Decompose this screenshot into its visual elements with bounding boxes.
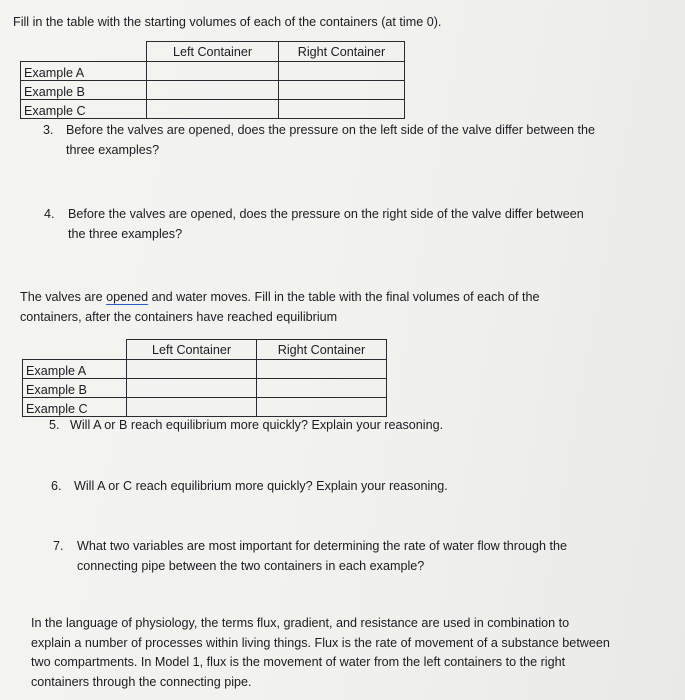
question-number: 3. [43, 123, 54, 137]
table1-row-label: Example A [21, 62, 147, 81]
question-number: 6. [51, 479, 62, 493]
question-7 [53, 536, 567, 576]
table2-header-right: Right Container [257, 340, 387, 360]
table2-cell-c-left[interactable] [127, 398, 257, 417]
paragraph-line: In the language of physiology, the terms flux, gradient, and resistance are used in combination to [31, 616, 570, 630]
question-text: Before the valves are opened, does the pressure on the left side of the valve differ between the [66, 123, 596, 137]
table1-cell-c-left[interactable] [147, 100, 279, 119]
paragraph-line: explain a number of processes within living things. Flux is the rate of movement of a substance between [31, 635, 610, 650]
paragraph-line: containers through the connecting pipe. [31, 674, 252, 689]
starting-volumes-table [20, 41, 405, 119]
question-text: Before the valves are opened, does the pressure on the right side of the valve differ between [68, 207, 584, 221]
question-3 [43, 120, 595, 160]
table1-corner-cell [21, 42, 147, 62]
question-number: 4. [44, 207, 55, 221]
instruction-line: containers, after the containers have reached equilibrium [20, 310, 338, 324]
question-number: 7. [53, 539, 64, 553]
table1-row-label: Example B [21, 81, 147, 100]
question-text: connecting pipe between the two containers in each example? [77, 559, 425, 573]
table1-cell-b-right[interactable] [279, 81, 405, 100]
question-text: What two variables are most important for determining the rate of water flow through the [77, 539, 567, 553]
question-text: three examples? [66, 143, 160, 157]
table2-corner-cell [23, 340, 127, 360]
physiology-paragraph [31, 614, 610, 692]
table2-instruction [20, 287, 539, 327]
table2-cell-a-left[interactable] [127, 360, 257, 379]
table2-cell-c-right[interactable] [257, 398, 387, 417]
question-4 [44, 204, 584, 244]
question-text: the three examples? [68, 227, 183, 241]
table1-row-label: Example C [21, 100, 147, 119]
spellcheck-word: opened [106, 290, 149, 304]
table1-cell-b-left[interactable] [147, 81, 279, 100]
question-6 [51, 476, 448, 496]
table1-cell-a-right[interactable] [279, 62, 405, 81]
final-volumes-table [22, 339, 387, 417]
table2-row-label: Example C [23, 398, 127, 417]
table1-header-right: Right Container [279, 42, 405, 62]
table2-header-left: Left Container [127, 340, 257, 360]
table1-cell-a-left[interactable] [147, 62, 279, 81]
table2-cell-b-left[interactable] [127, 379, 257, 398]
question-text: Will A or C reach equilibrium more quickly? Explain your reasoning. [74, 479, 448, 493]
question-number: 5. [49, 418, 60, 432]
table2-cell-b-right[interactable] [257, 379, 387, 398]
table2-cell-a-right[interactable] [257, 360, 387, 379]
paragraph-line: two compartments. In Model 1, flux is the movement of water from the left containers to the right [31, 655, 566, 669]
instruction-line: The valves are opened and water moves. Fill in the table with the final volumes of each of the [20, 290, 540, 304]
table1-instruction: Fill in the table with the starting volumes of each of the containers (at time 0). [13, 15, 442, 29]
table2-row-label: Example A [23, 360, 127, 379]
question-text: Will A or B reach equilibrium more quickly? Explain your reasoning. [70, 418, 444, 432]
question-5 [49, 415, 443, 435]
table1-header-left: Left Container [147, 42, 279, 62]
table2-row-label: Example B [23, 379, 127, 398]
table1-cell-c-right[interactable] [279, 100, 405, 119]
